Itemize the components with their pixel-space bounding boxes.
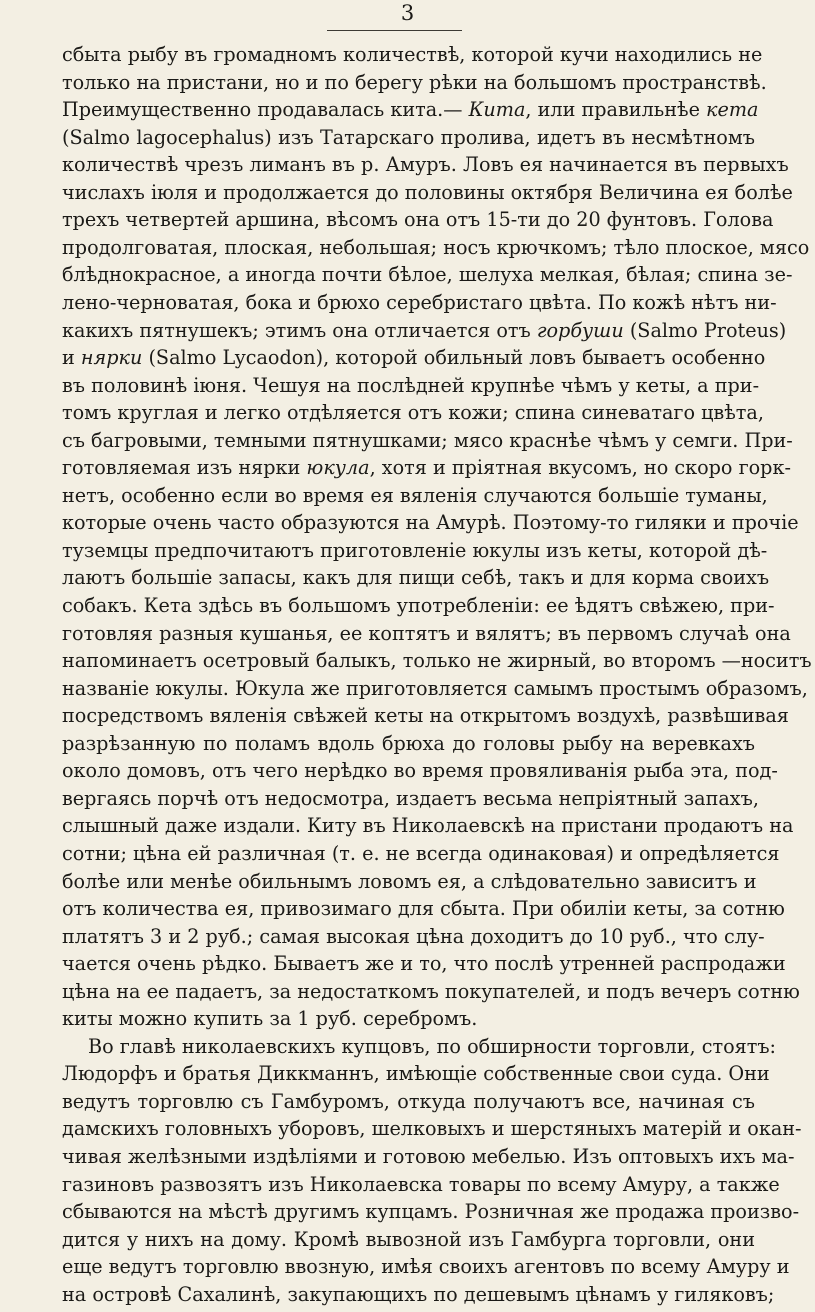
- text-line: туземцы предпочитаютъ приготовленіе юкулы изъ кеты, которой дѣ-: [62, 538, 768, 562]
- text-line: лаютъ большіе запасы, какъ для пищи себѣ, такъ и для корма своихъ: [62, 566, 770, 590]
- text-line: сотни; цѣна ей различная (т. е. не всегда одинаковая) и опредѣляется: [62, 841, 780, 865]
- text-segment: готовляемая изъ нярки: [62, 456, 307, 480]
- text-line: напоминаетъ осетровый балыкъ, только не жирный, во второмъ —носитъ: [62, 649, 812, 673]
- text-line: киты можно купить за 1 руб. серебромъ.: [62, 1007, 478, 1031]
- text-line: трехъ четвертей аршина, вѣсомъ она отъ 15-ти до 20 фунтовъ. Голова: [62, 208, 774, 232]
- text-line: томъ круглая и легко отдѣляется отъ кожи; спина синеватаго цвѣта,: [62, 401, 764, 425]
- text-line: нетъ, особенно если во время ея вяленія случаются большіе туманы,: [62, 483, 768, 507]
- text-line: [62, 455, 791, 480]
- text-segment: (Salmo Proteus): [623, 318, 787, 342]
- text-line: ведутъ торговлю съ Гамбуромъ, откуда получаютъ все, начиная съ: [62, 1089, 755, 1113]
- text-line: дится у нихъ на дому. Кромѣ вывозной изъ Гамбурга торговли, они: [62, 1227, 755, 1251]
- text-line: еще ведутъ торговлю ввозную, имѣя своихъ агентовъ по всему Амуру и: [62, 1255, 790, 1279]
- text-line: около домовъ, отъ чего нерѣдко во время провяливанія рыба эта, под-: [62, 759, 778, 783]
- text-line: сбываются на мѣстѣ другимъ купцамъ. Розничная же продажа произво-: [62, 1200, 800, 1224]
- text-segment: какихъ пятнушекъ; этимъ она отличается отъ: [62, 318, 537, 342]
- text-segment: (Salmo Lycaodon), которой обильный ловъ бываетъ особенно: [142, 346, 766, 370]
- italic-term: горбуши: [536, 318, 624, 342]
- text-line: числахъ іюля и продолжается до половины октября Величина ея болѣе: [62, 180, 793, 204]
- text-line: лено-черноватая, бока и брюхо серебристаго цвѣта. По кожѣ нѣтъ ни-: [62, 290, 777, 314]
- italic-term: нярки: [80, 346, 143, 370]
- italic-term: кета: [706, 98, 759, 122]
- text-line: болѣе или менѣе обильнымъ ловомъ ея, а слѣдовательно зависитъ и: [62, 869, 757, 893]
- text-line: чается очень рѣдко. Бываетъ же и то, что послѣ утренней распродажи: [62, 952, 786, 976]
- text-line: вергаясь порчѣ отъ недосмотра, издаетъ весьма непріятный запахъ,: [62, 786, 759, 810]
- text-line: [62, 97, 759, 122]
- text-line: дамскихъ головныхъ уборовъ, шелковыхъ и шерстяныхъ матерій и окан-: [62, 1117, 802, 1141]
- text-line: готовляя разныя кушанья, ее коптятъ и вялятъ; въ первомъ случаѣ она: [62, 621, 791, 645]
- text-line: чивая желѣзными издѣліями и готовою мебелью. Изъ оптовыхъ ихъ ма-: [62, 1145, 795, 1168]
- italic-term: Кита: [468, 98, 526, 122]
- text-segment: Преимущественно продавалась кита.—: [62, 98, 469, 122]
- text-line: цѣна на ее падаетъ, за недостаткомъ покупателей, и подъ вечеръ сотню: [62, 979, 800, 1003]
- text-line: платятъ 3 и 2 руб.; самая высокая цѣна доходитъ до 10 руб., что слу-: [62, 924, 765, 948]
- page-number: 3: [400, 1, 415, 25]
- text-line: разрѣзанную по поламъ вдоль брюха до головы рыбу на веревкахъ: [62, 731, 755, 755]
- text-line: только на пристани, но и по берегу рѣки на большомъ пространствѣ.: [62, 70, 767, 94]
- italic-term: юкула: [306, 456, 370, 480]
- text-line: отъ количества ея, привозимаго для сбыта. При обиліи кеты, за сотню: [62, 897, 785, 921]
- text-line: которые очень часто образуются на Амурѣ. Поэтому-то гиляки и прочіе: [62, 511, 799, 535]
- text-line: продолговатая, плоская, небольшая; носъ крючкомъ; тѣло плоское, мясо: [62, 235, 810, 259]
- text-segment: и: [62, 346, 81, 370]
- text-segment: , или правильнѣе: [525, 98, 707, 122]
- text-line: количествѣ чрезъ лиманъ въ р. Амуръ. Ловъ ея начинается въ первыхъ: [62, 153, 789, 177]
- text-line: [62, 345, 766, 370]
- text-line: Во главѣ николаевскихъ купцовъ, по обширности торговли, стоятъ:: [88, 1034, 777, 1058]
- text-line: [62, 318, 787, 343]
- text-line: собакъ. Кета здѣсь въ большомъ употребленіи: ее ѣдятъ свѣжею, при-: [62, 594, 775, 617]
- text-line: слышный даже издали. Киту въ Николаевскѣ на пристани продаютъ на: [62, 814, 794, 838]
- text-line: Людорфъ и братья Диккманнъ, имѣющіе собственные свои суда. Они: [62, 1062, 770, 1086]
- header-rule: [327, 30, 462, 31]
- text-line: на островѣ Сахалинѣ, закупающихъ по дешевымъ цѣнамъ у гиляковъ;: [62, 1282, 775, 1306]
- text-line: газиновъ развозятъ изъ Николаевска товары по всему Амуру, а также: [62, 1172, 780, 1196]
- text-line: въ половинѣ іюня. Чешуя на послѣдней крупнѣе чѣмъ у кеты, а при-: [62, 373, 760, 397]
- text-line: сбыта рыбу въ громадномъ количествѣ, которой кучи находились не: [62, 43, 763, 66]
- text-line: блѣднокрасное, а иногда почти бѣлое, шелуха мелкая, бѣлая; спина зе-: [62, 263, 793, 287]
- text-line: названіе юкулы. Юкула же приготовляется самымъ простымъ образомъ,: [62, 676, 808, 700]
- text-line: посредствомъ вяленія свѣжей кеты на открытомъ воздухѣ, развѣшивая: [62, 704, 789, 728]
- text-line: (Salmo lagocephalus) изъ Татарскаго пролива, идетъ въ несмѣтномъ: [62, 125, 755, 149]
- text-line: съ багровыми, темными пятнушками; мясо краснѣе чѣмъ у семги. При-: [62, 428, 793, 452]
- text-segment: , хотя и пріятная вкусомъ, но скоро горк-: [369, 456, 791, 480]
